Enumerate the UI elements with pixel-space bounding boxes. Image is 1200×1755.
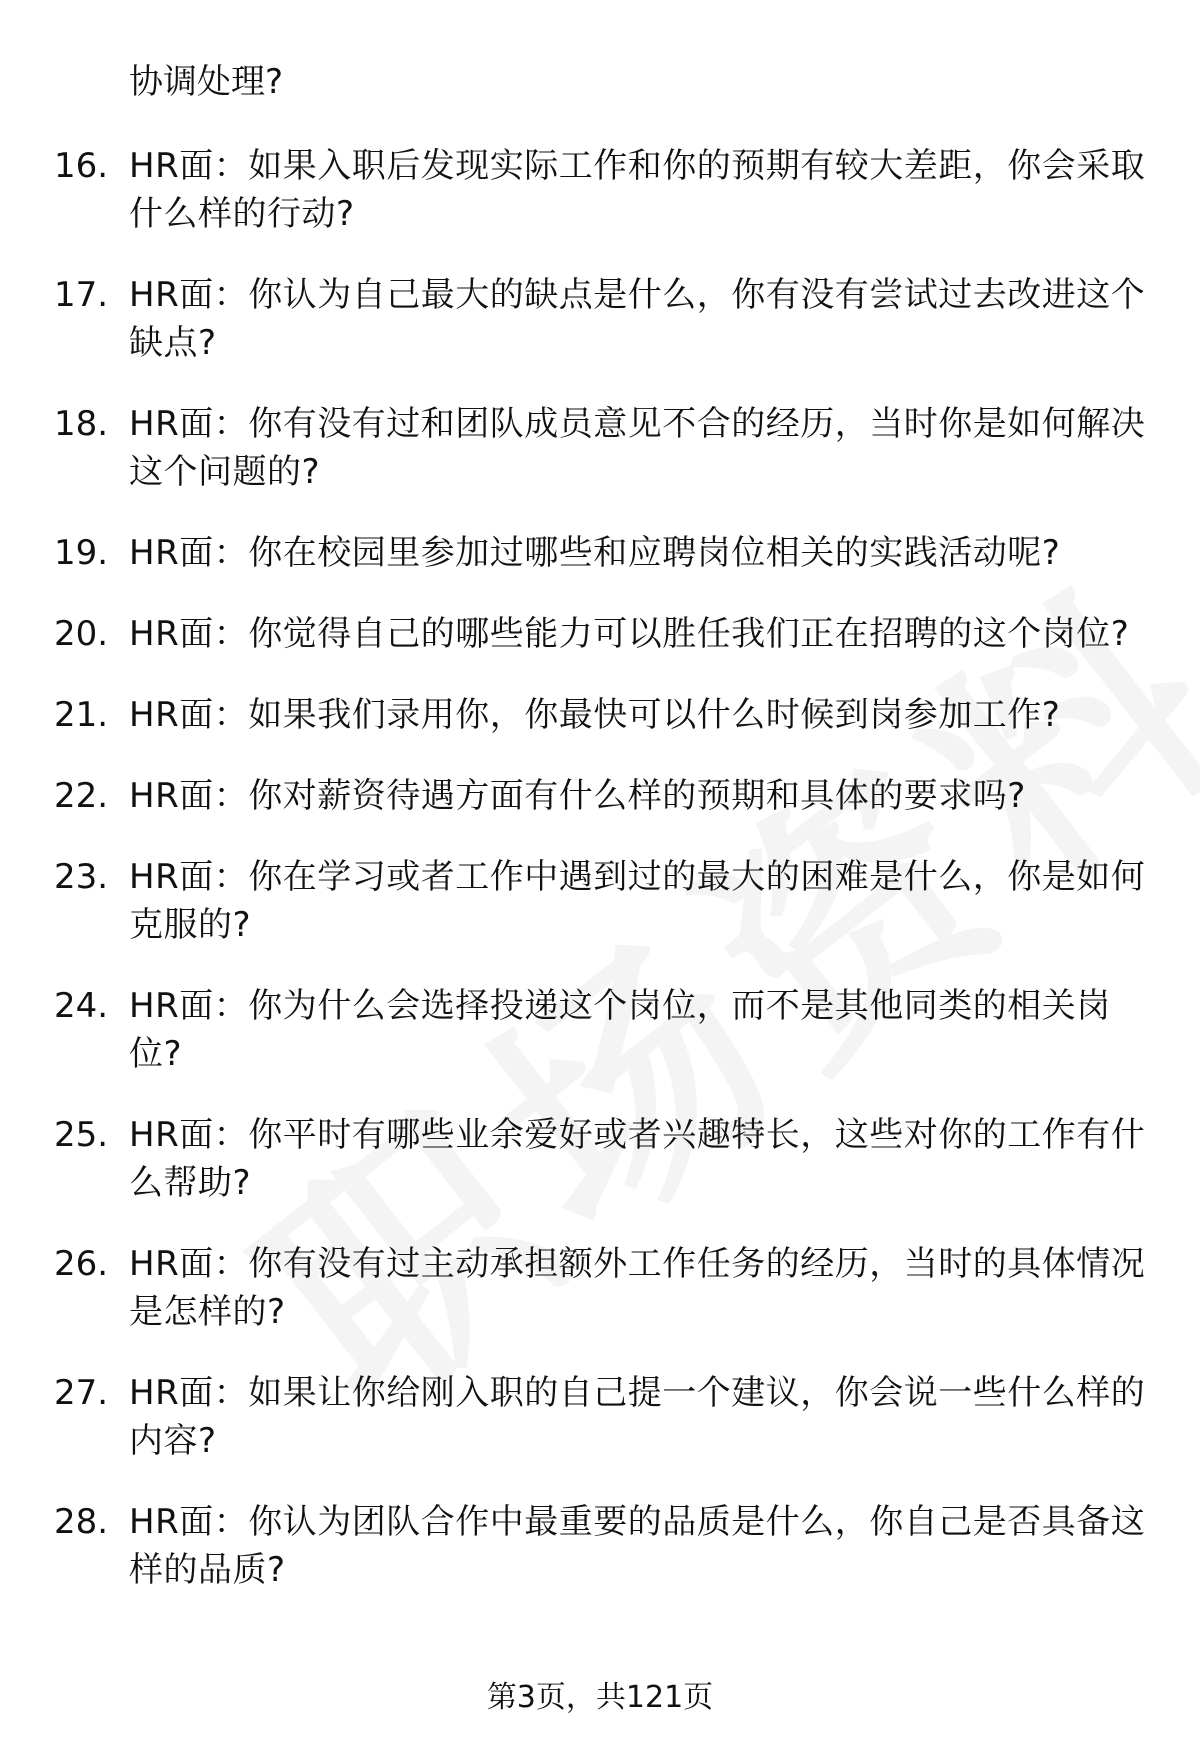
question-text: HR面：你在校园里参加过哪些和应聘岗位相关的实践活动呢?: [129, 533, 1061, 573]
continuation-text: 协调处理?: [129, 62, 284, 102]
question-item: [0, 982, 1200, 1078]
question-number: 18.: [54, 404, 109, 444]
question-number: 17.: [54, 275, 109, 315]
question-text: HR面：你觉得自己的哪些能力可以胜任我们正在招聘的这个岗位?: [129, 614, 1130, 654]
question-number: 22.: [54, 776, 109, 816]
question-number: 26.: [54, 1244, 109, 1284]
question-item: [0, 610, 1200, 658]
question-item: [0, 1111, 1200, 1207]
question-item: [0, 1369, 1200, 1465]
question-number: 16.: [54, 146, 109, 186]
question-number: 20.: [54, 614, 109, 654]
question-item: [0, 271, 1200, 367]
question-number: 21.: [54, 695, 109, 735]
question-number: 27.: [54, 1373, 109, 1413]
question-number: 24.: [54, 986, 109, 1026]
page-footer: 第3页，共121页: [486, 1680, 714, 1715]
question-item: [0, 772, 1200, 820]
question-text: HR面：你认为自己最大的缺点是什么，你有没有尝试过去改进这个缺点?: [129, 275, 1146, 363]
question-text: HR面：你认为团队合作中最重要的品质是什么，你自己是否具备这样的品质?: [129, 1502, 1146, 1590]
question-text: HR面：你平时有哪些业余爱好或者兴趣特长，这些对你的工作有什么帮助?: [129, 1115, 1146, 1203]
question-item: [0, 529, 1200, 577]
question-item: [0, 853, 1200, 949]
question-text: HR面：你有没有过主动承担额外工作任务的经历，当时的具体情况是怎样的?: [129, 1244, 1146, 1332]
question-number: 25.: [54, 1115, 109, 1155]
question-item: [0, 1240, 1200, 1336]
question-text: HR面：你对薪资待遇方面有什么样的预期和具体的要求吗?: [129, 776, 1026, 816]
question-text: HR面：你有没有过和团队成员意见不合的经历，当时你是如何解决这个问题的?: [129, 404, 1146, 492]
question-number: 19.: [54, 533, 109, 573]
question-text: HR面：如果入职后发现实际工作和你的预期有较大差距，你会采取什么样的行动?: [129, 146, 1146, 234]
question-item: [0, 400, 1200, 496]
question-list: [0, 142, 1200, 1627]
question-text: HR面：你在学习或者工作中遇到过的最大的困难是什么，你是如何克服的?: [129, 857, 1146, 945]
question-item: [0, 1498, 1200, 1594]
question-text: HR面：如果我们录用你，你最快可以什么时候到岗参加工作?: [129, 695, 1061, 735]
question-item: [0, 142, 1200, 238]
question-item: [0, 691, 1200, 739]
question-text: HR面：如果让你给刚入职的自己提一个建议，你会说一些什么样的内容?: [129, 1373, 1146, 1461]
question-number: 28.: [54, 1502, 109, 1542]
question-text: HR面：你为什么会选择投递这个岗位，而不是其他同类的相关岗位?: [129, 986, 1111, 1074]
question-number: 23.: [54, 857, 109, 897]
